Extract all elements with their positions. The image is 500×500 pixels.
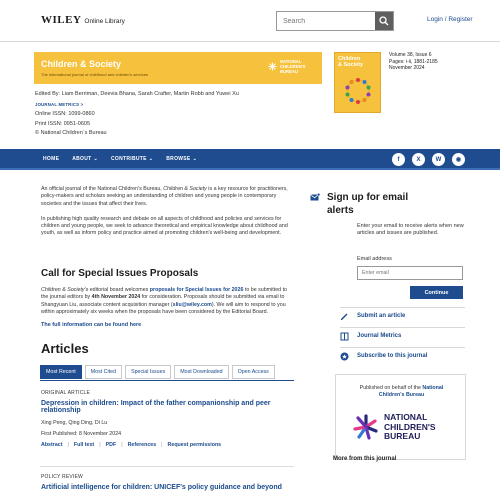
articles-heading: Articles	[41, 341, 89, 356]
article-type: ORIGINAL ARTICLE	[41, 390, 91, 396]
signup-description: Enter your email to receive alerts when new articles and issues are published.	[357, 223, 464, 237]
email-link[interactable]: sliu@wiley.com	[172, 301, 212, 308]
login-register-link[interactable]: Login / Register	[427, 16, 473, 23]
more-from-journal-heading: More from this journal	[333, 456, 397, 462]
journal-intro	[41, 186, 291, 246]
intro-p1-b: is a key resource for practitioners, policy-makers and scholars seeking an understanding of children and young people in contemporary societies and the issues that affect their lives.	[41, 186, 288, 207]
call-heading: Call for Special Issues Proposals	[41, 268, 199, 279]
request-permissions-link[interactable]: Request permissions	[167, 442, 222, 448]
submit-article-label: Submit an article	[357, 313, 406, 319]
article-links	[41, 442, 301, 448]
journal-title: Children & Society	[41, 59, 122, 69]
issue-date: November 2024	[389, 65, 425, 71]
nav-about[interactable]	[72, 156, 98, 162]
search-input[interactable]	[277, 12, 375, 30]
tab-open-access[interactable]: Open Access	[232, 365, 275, 379]
wechat-icon[interactable]: W	[432, 153, 445, 166]
published-on-behalf-label: Published on behalf of the	[359, 385, 423, 391]
submit-article-link[interactable]	[340, 307, 465, 324]
subscribe-link[interactable]	[340, 347, 465, 364]
ncb-logo-line-2: CHILDREN'S	[384, 421, 436, 432]
nav-home[interactable]	[43, 156, 59, 162]
facebook-icon[interactable]: f	[392, 153, 405, 166]
published-on-behalf-box	[335, 374, 466, 460]
nav-browse[interactable]	[166, 156, 197, 162]
call-t6: for consideration. Proposals should be submitted via email to Shangyuan Liu, associate content acquisition manager (	[41, 294, 285, 308]
chevron-down-icon: ⌄	[192, 156, 198, 162]
ncb-line-1: NATIONAL	[280, 59, 302, 64]
wiley-logo[interactable]	[41, 14, 125, 26]
journal-metrics-sidebar-link[interactable]	[340, 327, 465, 344]
publisher-link-1[interactable]: National	[422, 385, 444, 391]
subscribe-label: Subscribe to this journal	[357, 353, 428, 359]
book-icon	[340, 332, 349, 341]
brand-sub: Online Library	[84, 18, 125, 25]
email-field[interactable]	[357, 266, 463, 280]
tab-most-recent[interactable]: Most Recent	[40, 365, 82, 379]
brand: WILEY	[41, 14, 82, 26]
call-t1: Children & Society	[41, 287, 85, 293]
article-type: POLICY REVIEW	[41, 474, 83, 480]
tab-most-downloaded[interactable]: Most Downloaded	[174, 365, 228, 379]
signup-title-line-1: Sign up for email	[327, 192, 409, 203]
article-first-published: First Published: 8 November 2024	[41, 431, 122, 437]
references-link[interactable]: References	[127, 442, 157, 448]
rss-icon[interactable]: ◉	[452, 153, 465, 166]
ncb-logo-line-1: NATIONAL	[384, 412, 428, 422]
cover-illustration	[335, 53, 381, 113]
link-separator: |	[99, 442, 101, 448]
intro-p1-em: Children & Society	[163, 186, 207, 192]
cover-title-2: & Society	[338, 62, 364, 68]
signup-title	[327, 192, 408, 217]
published-on-behalf-text	[336, 385, 467, 399]
journal-subtitle: The international journal of childhood and children's services	[41, 72, 149, 77]
chevron-down-icon: ⌄	[148, 156, 154, 162]
submit-icon	[340, 312, 349, 321]
ncb-logo-line-3: BUREAU	[384, 431, 421, 441]
call-t2: 's editorial board welcomes	[84, 287, 150, 293]
link-separator: |	[161, 442, 163, 448]
link-separator: |	[121, 442, 123, 448]
chevron-down-icon: ⌄	[93, 156, 98, 162]
subscribe-icon	[340, 352, 349, 361]
ncb-logo[interactable]	[353, 413, 436, 442]
cover-title-1: Children	[338, 56, 361, 62]
call-deadline: 4th November 2024	[91, 294, 141, 301]
intro-paragraph-1	[41, 186, 291, 208]
continue-button[interactable]: Continue	[410, 286, 463, 299]
email-label: Email address	[357, 256, 392, 262]
journal-metrics-label: Journal Metrics	[357, 333, 402, 339]
ncb-star-icon	[268, 62, 277, 71]
journal-metrics-link[interactable]: JOURNAL METRICS >	[35, 101, 84, 107]
x-icon[interactable]: X	[412, 153, 425, 166]
top-bar	[0, 0, 500, 42]
nav-contribute-label: CONTRIBUTE	[110, 156, 147, 162]
article-title[interactable]: Depression in children: Impact of the father companionship and peer relationship	[41, 400, 271, 414]
online-issn: Online ISSN: 1099-0860	[35, 111, 95, 117]
link-separator: |	[67, 442, 69, 448]
full-info-link[interactable]: The full information can be found here	[41, 322, 142, 328]
volume[interactable]: Volume 38, Issue 6	[389, 52, 432, 58]
tab-special-issues[interactable]: Special Issues	[125, 365, 171, 379]
pages: Pages: i-ii, 1881-2185	[389, 58, 438, 65]
article-authors: Xing Peng, Qing Ding, Di Lu	[41, 420, 108, 426]
tab-underline	[40, 380, 294, 381]
article-item	[41, 390, 301, 448]
call-t8: ). We will aim to respond to you within approximately six weeks when the proposals have been considered by the Editorial Board.	[41, 301, 286, 315]
call-t4: to be submitted to the journal editors by	[41, 287, 287, 301]
nav-contribute[interactable]	[111, 156, 153, 162]
nav-browse-label: BROWSE	[166, 156, 191, 162]
intro-p1-a: An official journal of the National Children's Bureau,	[41, 186, 164, 192]
signup-title-line-2: alerts	[327, 204, 354, 216]
ncb-banner-logo	[268, 59, 305, 74]
article-tabs	[40, 365, 275, 379]
search-icon	[379, 16, 389, 26]
special-issues-link[interactable]: proposals for Special Issues for 2026	[149, 287, 244, 293]
editors: Edited By: Liam Berriman, Deevia Bhana, Sarah Crafter, Martin Robb and Yuwei Xu	[35, 91, 239, 97]
email-alert-icon	[310, 193, 320, 202]
full-text-link[interactable]: Full text	[73, 442, 95, 448]
tab-most-cited[interactable]: Most Cited	[85, 365, 122, 379]
journal-meta	[35, 90, 239, 139]
pdf-link[interactable]: PDF	[105, 442, 117, 448]
nav-home-label: HOME	[43, 156, 60, 162]
issue-info	[389, 52, 438, 72]
ncb-line-3: BUREAU	[280, 69, 298, 74]
search-button[interactable]	[375, 12, 393, 30]
print-issn: Print ISSN: 0951-0605	[35, 120, 91, 127]
ncb-line-2: CHILDREN'S	[280, 64, 306, 69]
call-text	[41, 287, 293, 316]
nav-about-label: ABOUT	[72, 156, 92, 162]
divider	[40, 466, 294, 467]
article-title[interactable]: Artificial intelligence for children: UNICEF's policy guidance and beyond	[41, 484, 282, 491]
intro-paragraph-2: In publishing high quality research and debate on all aspects of childhood and policies and services for children and young people, we seek to advance theoretical and empirical knowledge about childhood and youth, as well as inform policy and practice aimed at promoting children's well-being and development.	[41, 215, 288, 237]
publisher-link-2[interactable]: Children's Bureau	[378, 392, 425, 398]
ncb-star-logo-icon	[353, 414, 379, 440]
copyright: © National Children`s Bureau	[35, 130, 107, 136]
journal-nav	[0, 149, 500, 170]
article-item	[41, 474, 301, 491]
abstract-link[interactable]: Abstract	[41, 442, 63, 448]
journal-cover[interactable]	[334, 52, 381, 113]
search-box	[276, 11, 394, 31]
